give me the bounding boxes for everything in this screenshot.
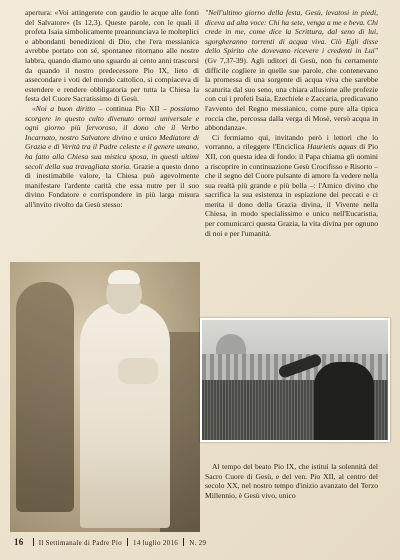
zucchetto — [108, 270, 140, 284]
left-paragraph-2 — [25, 104, 199, 210]
dome-shape — [216, 334, 246, 356]
para2-a: Ci fermiamo qui, invitando però i lettori che lo vorranno, a rileggere l'Enciclica — [205, 132, 378, 152]
footer-divider — [127, 538, 128, 546]
pope-figure — [80, 302, 170, 528]
right-column — [205, 8, 378, 238]
issue-number: N. 29 — [189, 539, 207, 547]
page-number: 16 — [14, 537, 24, 547]
footer-divider — [33, 538, 34, 546]
pope-statue-photo — [10, 262, 200, 532]
gospel-ref: (Gv 7,37-39). Agli uditori di Gesù, non fu certamente difficile cogliere in quelle sue parole, che contenevano la promessa di una sorgente di acqua viva che sarebbe scaturita dal suo seno, una chiara allusione alle profezie con cui i profeti Isaia, Ezechiele e Zaccaria, predicavano l'avvento del Regno messianico, come pure alla tipica roccia che, percossa dalla verga di Mosè, versò acqua in abbondanza». — [205, 55, 378, 133]
page-footer — [14, 537, 214, 549]
right-paragraph-3: Al tempo del beato Pio IX, che istituì la solennità del Sacro Cuore di Gesù, e del ven. Pio XII, al centro del secolo XX, nel nostro tempo d'inizio avanzato del Terzo Millennio, è Gesù vivo, unico — [205, 462, 378, 500]
publication-name: Il Settimanale di Padre Pio — [38, 539, 122, 547]
left-column — [25, 8, 199, 209]
right-paragraph-1 — [205, 8, 378, 133]
gospel-quote: "Nell'ultimo giorno della festa, Gesù, levatosi in piedi, diceva ad alta voce: Chi ha sete, venga a me e beva. Chi crede in me, come dice la Scrittura, dal seno di lui, sgorgheranno torrenti di acqua viva. Ciò Egli disse dello Spirito che dovevano ricevere i credenti in Lui" — [205, 8, 378, 56]
encyclical-title: Haurietis aquas — [307, 142, 357, 152]
quote-open: «Noi a buon diritto — [32, 103, 96, 113]
quote-rest: Grazie a questo dono di inestimabile valore, la Chiesa può agevolmente manifestare l'ardente carità che essa nutre per il suo divino Fondatore e corrispondere in più larga misura all'invito rivolto da Gesù stesso: — [25, 161, 199, 209]
right-column-bottom — [205, 462, 378, 500]
left-paragraph-1: apertura: «Voi attingerete con gaudio le acque alle fonti del Salvatore» (Is 12,3). Queste parole, con le quali il profeta Isaia simbolicamente preannunciava le molteplici e abbondanti benedizioni di Dio, che l'era messianica avrebbe portato con sé, spontanee ritornano alle nostre labbra, quando diamo uno sguardo ai cento anni trascorsi da quando il nostro predecessore Pio IX, lieto di assecondare i voti del mondo cattolico, si compiaceva di estendere e rendere obbligatoria per tutta la Chiesa la festa del Cuore Sacratissimo di Gesù. — [25, 8, 199, 104]
quote-attribution: – continua Pio XII – — [95, 103, 171, 113]
pope-silhouette — [314, 362, 374, 440]
statue-shape — [16, 282, 74, 512]
square-crowd-photo — [200, 318, 390, 442]
quote-italic: possiamo scorgere in questo culto divenuto ormai universale e ogni giorno più fervoroso, il dono che il Verbo Incarnato, nostro Salvatore divino e unico Mediatore di Grazia e di Verità tra il Padre celeste e il genere umano, ha fatto alla Chiesa sua mistica sposa, in questi ultimi secoli della sua travagliata storia. — [25, 103, 199, 171]
issue-date: 14 luglio 2016 — [133, 539, 179, 547]
footer-divider — [183, 538, 184, 546]
right-paragraph-2 — [205, 133, 378, 239]
pope-hands — [118, 358, 158, 384]
para2-b: di Pio XII, con questa idea di fondo: il Papa chiama gli uomini a riscoprire in continuazione Gesù Crocifisso e Risorto – che il segno del Cuore pulsante di amore fa vedere nella sua realtà più grande e più bella –: l'Amico divino che sacrifica la sua esistenza in espiazione dei peccati e ci merita il dono della Grazia divina, il Vivente nella Chiesa, in modo specialissimo e unico nell'Eucaristia, per comunicarci questa Grazia, la vita divina per ognuno di noi e per l'umanità. — [205, 142, 378, 238]
